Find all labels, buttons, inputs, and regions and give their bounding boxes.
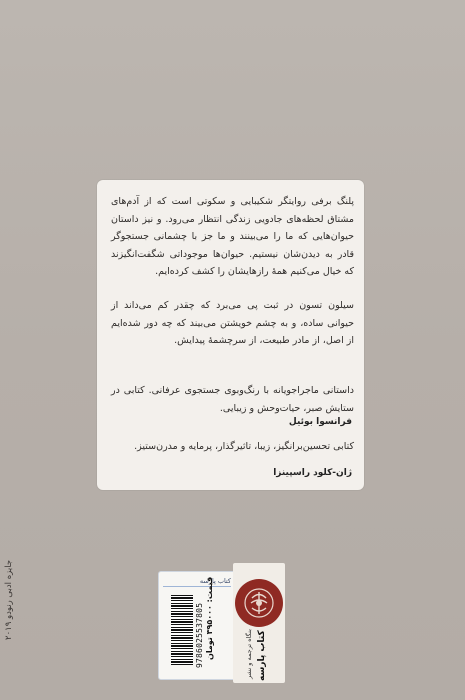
quote-author-2: ژان-کلود راسپینزا: [273, 468, 352, 478]
blurb-quote-2: کتابی تحسین‌برانگیز، زیبا، تاثیرگذار، پرمایه و مدرن‌ستیز.: [134, 441, 354, 452]
price-label: قیمت: ۳۹۵۰۰۰ تومان: [205, 576, 214, 660]
publisher-subtitle: بنگاه ترجمه و نشر: [245, 629, 253, 679]
blurb-paragraph-2: سیلون تسون در ثبت پی می‌برد که چقدر کم می‌داند از حیوانی ساده، و به چشم خویشتن می‌بیند که چه دور شده‌ایم از اصل، از مادر طبیعت، از سرچشمهٔ پیدایش.: [111, 300, 354, 346]
publisher-strip: [233, 563, 285, 683]
blurb-panel: [97, 180, 364, 490]
blurb-quote-1: داستانی ماجراجویانه با رنگ‌وبوی جستجوی عرفانی. کتابی در ستایش صبر، حیات‌وحش و زیبایی.: [111, 385, 354, 414]
publisher-logo-icon: [235, 579, 283, 627]
isbn-number: 9786025537805: [195, 602, 204, 668]
blurb-paragraph-1: پلنگ برفی روایتگر شکیبایی و سکوتی است که از آدم‌های مشتاق لحظه‌های جادویی زندگی انتظار می‌رود. و نیز داستان حیوان‌هایی که ما را می‌بینند و ما جز با چشمانی جستجوگر قادر به دیدن‌شان نیستیم. حیوان‌ها موجوداتی شگفت‌انگیزند که خیال می‌کنیم همهٔ رازهایشان را کشف کرده‌ایم.: [111, 196, 354, 277]
price-sticker: [158, 571, 236, 680]
quote-author-1: فرانسوا بوئیل: [288, 417, 352, 427]
side-award-note: جایزه ادبی رنودو ۲۰۱۹: [4, 559, 14, 640]
publisher-name: کتاب پارسه: [257, 630, 267, 681]
barcode: [171, 595, 193, 665]
sticker-top-text: کتاب پارسه: [163, 577, 231, 587]
